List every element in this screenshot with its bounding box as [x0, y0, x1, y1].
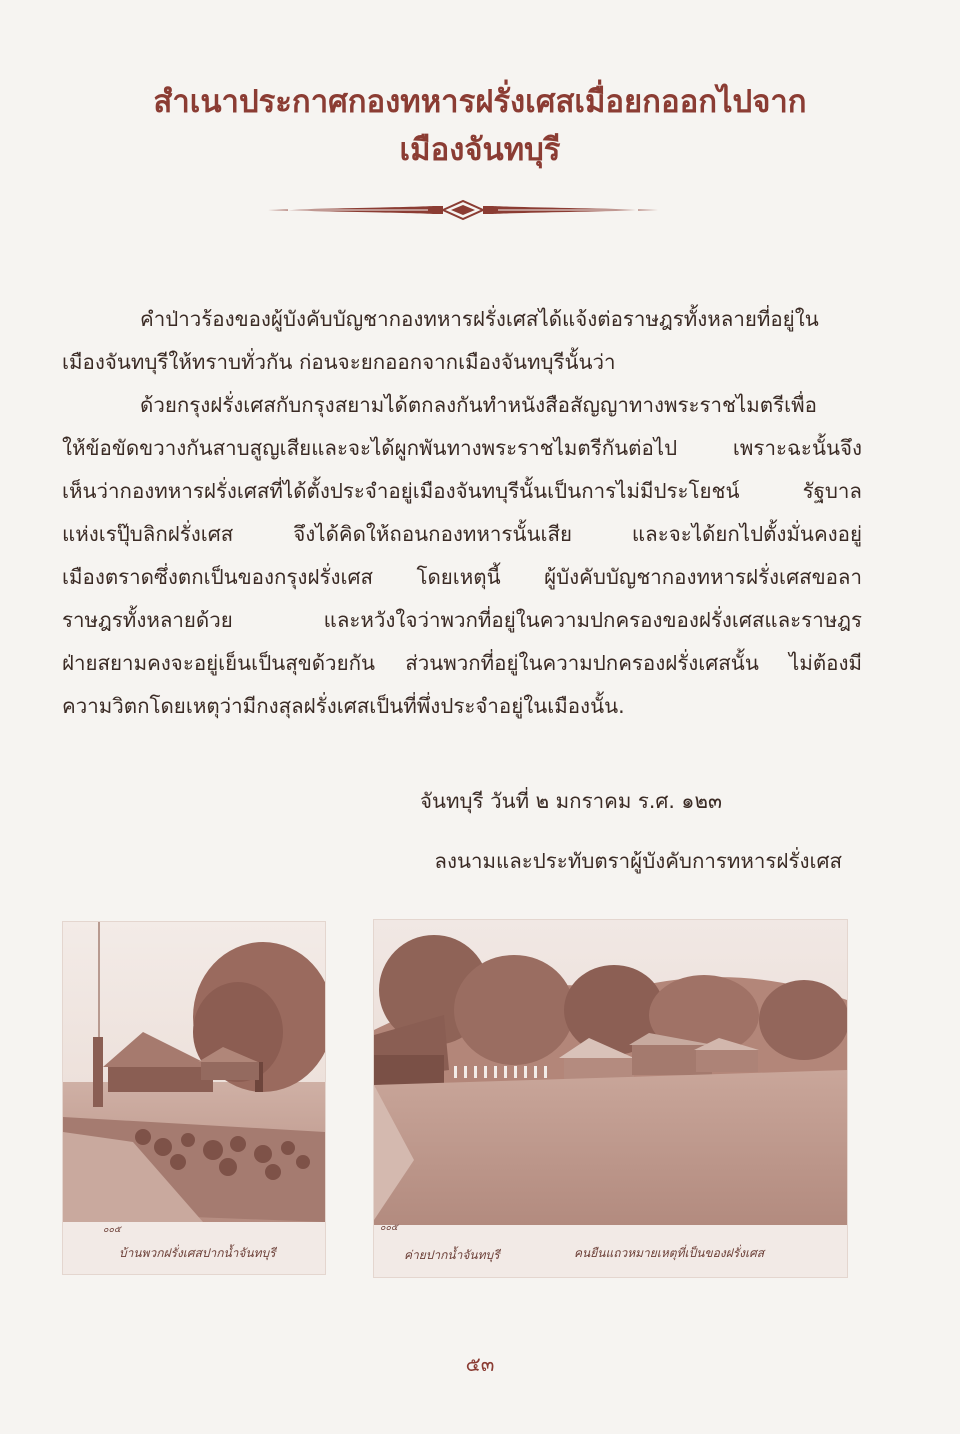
photo-caption: บ้านพวกฝรั่งเศสปากน้ำจันทบุรี	[119, 1246, 276, 1260]
title-line-2: เมืองจันทบุรี	[399, 132, 561, 168]
body-line: ความวิตกโดยเหตุว่ามีกงสุลฝรั่งเศสเป็นที่พึ่งประจำอยู่ในเมืองนั้น.	[62, 694, 625, 718]
body-line: ด้วยกรุงฝรั่งเศสกับกรุงสยามได้ตกลงกันทำหนังสือสัญญาทางพระราชไมตรีเพื่อ	[140, 393, 817, 417]
historical-photo-french-houses	[63, 922, 325, 1274]
photo-caption-right: คนยืนแถวหมายเหตุที่เป็นของฝรั่งเศส	[574, 1246, 765, 1260]
body-line: คำป่าวร้องของผู้บังคับบัญชากองทหารฝรั่งเศสได้แจ้งต่อราษฎรทั้งหลายที่อยู่ใน	[140, 307, 819, 331]
body-line: เมืองจันทบุรีให้ทราบทั่วกัน ก่อนจะยกออกจากเมืองจันทบุรีนั้นว่า	[62, 350, 616, 374]
photo-code: ๐๐๕	[380, 1223, 398, 1233]
historical-photo-chanthaburi-camp	[374, 920, 847, 1277]
photo-caption-left: ค่ายปากน้ำจันทบุรี	[404, 1248, 500, 1262]
body-line: เห็นว่ากองทหารฝรั่งเศสที่ได้ตั้งประจำอยู่เมืองจันทบุรีนั้นเป็นการไม่มีประโยชน์ รัฐบาล	[62, 479, 862, 503]
ornament-divider	[268, 198, 658, 222]
page-title	[60, 78, 900, 174]
body-line: ให้ข้อขัดขวางกันสาบสูญเสียและจะได้ผูกพันทางพระราชไมตรีกันต่อไป เพราะฉะนั้นจึง	[62, 436, 862, 460]
body-line: ฝ่ายสยามคงจะอยู่เย็นเป็นสุขด้วยกัน ส่วนพวกที่อยู่ในความปกครองฝรั่งเศสนั้น ไม่ต้องมี	[62, 651, 862, 675]
signature-sign: ลงนามและประทับตราผู้บังคับการทหารฝรั่งเศส	[434, 849, 842, 873]
proclamation-body	[62, 298, 862, 728]
body-line: เมืองตราดซึ่งตกเป็นของกรุงฝรั่งเศส โดยเหตุนี้ ผู้บังคับบัญชากองทหารฝรั่งเศสขอลา	[62, 565, 862, 589]
body-line: ราษฎรทั้งหลายด้วย และหวังใจว่าพวกที่อยู่ในความปกครองของฝรั่งเศสและราษฎร	[62, 608, 862, 632]
photo-code: ๐๐๕	[103, 1225, 121, 1235]
signature-date: จันทบุรี วันที่ ๒ มกราคม ร.ศ. ๑๒๓	[420, 789, 722, 813]
body-line: แห่งเรปุ๊บลิกฝรั่งเศส จึงได้คิดให้ถอนกองทหารนั้นเสีย และจะได้ยกไปตั้งมั่นคงอยู่	[62, 522, 862, 546]
title-line-1: สำเนาประกาศกองทหารฝรั่งเศสเมื่อยกออกไปจาก	[153, 84, 807, 120]
page-number: ๕๓	[465, 1352, 495, 1376]
